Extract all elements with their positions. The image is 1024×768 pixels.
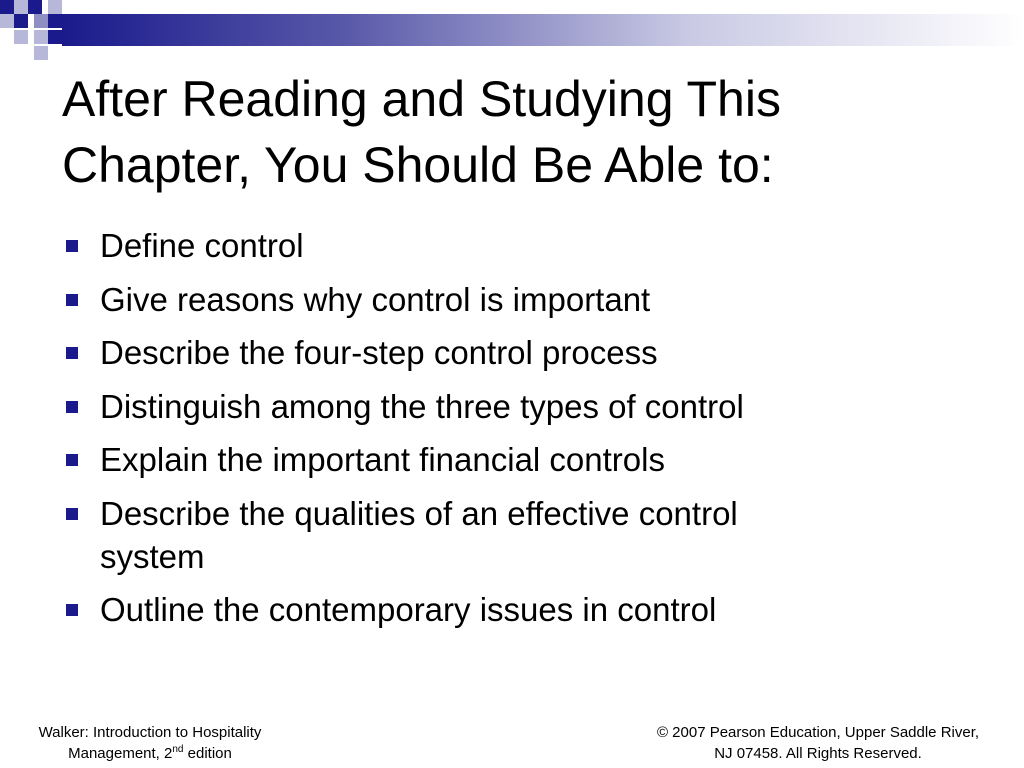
header-decoration — [0, 0, 1024, 62]
decor-square — [34, 30, 48, 44]
title-line: Chapter, You Should Be Able to: — [62, 137, 774, 193]
decor-square — [14, 14, 28, 28]
decor-square — [34, 14, 48, 28]
decor-square — [34, 46, 48, 60]
footer-book-credit — [14, 722, 286, 764]
decor-square — [14, 0, 28, 14]
bullet-text: Outline the contemporary issues in control — [100, 591, 717, 628]
bullet-text-continuation: system — [100, 537, 205, 575]
square-bullet-icon — [66, 508, 78, 520]
decor-square — [48, 14, 62, 28]
square-bullet-icon — [66, 604, 78, 616]
square-bullet-icon — [66, 347, 78, 359]
footer-right-line2: NJ 07458. All Rights Reserved. — [714, 745, 922, 762]
footer-copyright — [620, 722, 1016, 764]
bullet-text: Describe the qualities of an effective control — [100, 494, 738, 532]
square-bullet-icon — [66, 401, 78, 413]
square-bullet-icon — [66, 294, 78, 306]
list-item — [62, 385, 962, 428]
bullet-text: Define control — [100, 227, 304, 264]
footer-edition-suffix: edition — [183, 745, 232, 762]
slide-title — [62, 66, 962, 198]
footer-left-line1: Walker: Introduction to Hospitality — [38, 724, 262, 741]
footer-right-line1: © 2007 Pearson Education, Upper Saddle River, — [656, 724, 980, 741]
title-line: After Reading and Studying This — [62, 71, 781, 127]
header-gradient-bar — [62, 14, 1024, 46]
list-item — [62, 278, 962, 321]
bullet-text: Distinguish among the three types of control — [100, 387, 744, 425]
decor-square — [14, 30, 28, 44]
square-bullet-icon — [66, 240, 78, 252]
decor-square — [0, 0, 14, 14]
footer-edition-prefix: Management, 2 — [68, 745, 173, 762]
bullet-text: Explain the important financial controls — [100, 441, 665, 478]
list-item — [62, 331, 962, 374]
square-bullet-icon — [66, 454, 78, 466]
list-item — [62, 224, 962, 267]
decor-square — [48, 0, 62, 14]
list-item — [62, 492, 962, 578]
list-item — [62, 588, 962, 631]
footer-left-line2 — [14, 743, 286, 764]
bullet-text: Describe the four-step control process — [100, 334, 658, 371]
decor-square — [28, 0, 42, 14]
decor-square — [48, 30, 62, 44]
footer-edition-ordinal: nd — [172, 744, 184, 755]
list-item — [62, 438, 962, 481]
decor-square — [0, 14, 14, 28]
bullet-text: Give reasons why control is important — [100, 280, 651, 318]
objectives-list — [62, 224, 962, 642]
